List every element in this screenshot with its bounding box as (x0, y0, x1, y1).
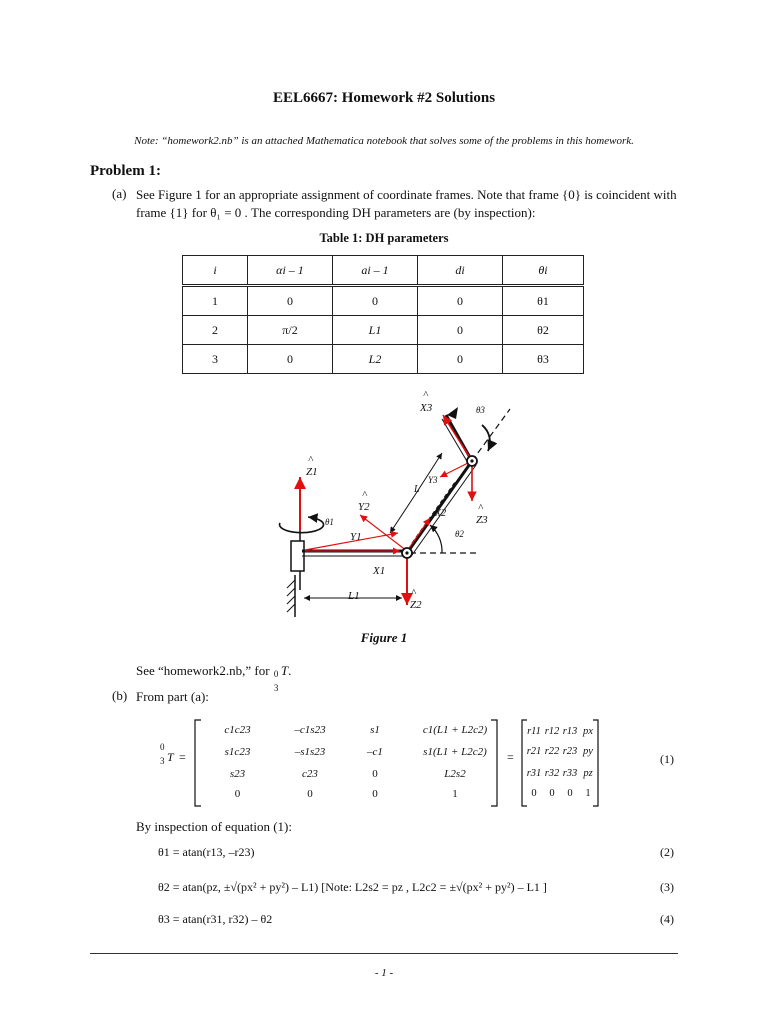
page-number: - 1 - (374, 967, 394, 979)
label-y2: Y2 (358, 501, 370, 513)
matrix-cell: s23 (229, 768, 246, 780)
table-cell: 0 (333, 286, 418, 316)
r-cell: r12 (544, 726, 560, 737)
r-cell: r32 (544, 768, 560, 779)
r-cell: 0 (549, 788, 555, 799)
eq1-lhs (158, 742, 188, 778)
eq1-equals-right: = (507, 750, 514, 764)
eq4-number: (4) (660, 912, 674, 926)
eq2-text: θ1 = atan(r13, –r23) (158, 845, 255, 859)
matrix-cell: –c1s23 (294, 724, 326, 736)
label-z1: Z1 (306, 466, 318, 478)
r-cell: r13 (562, 726, 578, 737)
table-cell: L1 (333, 316, 418, 345)
table-cell: 1 (183, 286, 248, 316)
label-y1: Y1 (350, 531, 362, 543)
table-cell: 0 (418, 286, 503, 316)
matrix-cell: L2s2 (444, 768, 466, 780)
matrix-cell: c1c23 (224, 724, 251, 736)
matrix-cell: s1(L1 + L2c2) (423, 746, 487, 758)
r-cell: r11 (527, 726, 541, 737)
hat-y2: ^ (362, 489, 367, 501)
matrix-cell: 1 (452, 788, 458, 800)
eq3-text: θ2 = atan(pz, ±√(px² + py²) – L1) [Note: L2s2 = pz , L2c2 = ±√(px² + py²) – L1 ] (158, 880, 547, 894)
label-theta3: θ3 (476, 405, 485, 415)
table-cell: π/2 (248, 316, 333, 345)
hat-x3: ^ (423, 389, 428, 401)
see-sup: 0 (273, 669, 279, 679)
table-cell: θ3 (503, 345, 584, 374)
table-cell: 2 (183, 316, 248, 345)
eq1-matrix (200, 724, 500, 806)
table-caption: Table 1: DH parameters (319, 231, 449, 245)
col-header-i: i (183, 256, 248, 286)
matrix-cell: –s1s23 (294, 746, 326, 758)
label-x3: X3 (420, 402, 433, 414)
hat-z1: ^ (308, 454, 313, 466)
col-header-a: ai – 1 (333, 256, 418, 286)
note-text: Note: “homework2.nb” is an attached Mathematica notebook that solves some of the problems in this homework. (134, 135, 634, 147)
hat-z2: ^ (411, 587, 416, 599)
label-x2: X2 (435, 508, 447, 519)
col-header-d: di (418, 256, 503, 286)
r-cell: r23 (562, 746, 578, 757)
footer-divider (90, 953, 678, 954)
table-cell: L2 (333, 345, 418, 374)
label-x1: X1 (373, 565, 386, 577)
table-cell: θ1 (503, 286, 584, 316)
part-a-line1: See Figure 1 for an appropriate assignment of coordinate frames. Note that frame {0} is coincident with (136, 187, 677, 202)
eq3-number: (3) (660, 880, 674, 894)
matrix-cell: 0 (372, 768, 378, 780)
hat-z3: ^ (478, 502, 483, 514)
label-z2: Z2 (410, 599, 422, 611)
eq1-lhs-sub: 3 (160, 756, 165, 766)
matrix-cell: –c1 (367, 746, 383, 758)
see-t: T (280, 663, 289, 678)
part-a-label: (a) (112, 186, 127, 201)
label-l: L (414, 484, 420, 495)
page-title: EEL6667: Homework #2 Solutions (272, 90, 496, 106)
table-cell: 0 (248, 345, 333, 374)
eq4-text: θ3 = atan(r31, r32) – θ2 (158, 912, 273, 926)
r-cell: r31 (526, 768, 542, 779)
table-row (183, 316, 584, 345)
part-b-text: From part (a): (136, 689, 209, 704)
eq1-r-matrix (525, 726, 599, 806)
matrix-cell: s1c23 (224, 746, 251, 758)
table-row (183, 286, 584, 316)
robot-arm-figure (250, 385, 540, 625)
table-cell: θ2 (503, 316, 584, 345)
col-header-alpha: αi – 1 (248, 256, 333, 286)
matrix-cell: 0 (307, 788, 313, 800)
see-notebook-line: See “homework2.nb,” for 0 3 T. (136, 662, 291, 680)
label-theta1: θ1 (325, 517, 334, 527)
part-a-line2: frame {1} for θ₁ = 0 . The corresponding DH parameters are (by inspection): (136, 205, 536, 220)
r-cell: r21 (526, 746, 542, 757)
label-z3: Z3 (476, 514, 488, 526)
table-row (183, 345, 584, 374)
table-cell: 3 (183, 345, 248, 374)
r-cell: 1 (585, 788, 591, 799)
table-cell: 0 (418, 316, 503, 345)
label-theta2: θ2 (455, 529, 464, 539)
matrix-cell: 0 (372, 788, 378, 800)
r-cell: 0 (531, 788, 537, 799)
label-y3: Y3 (428, 475, 438, 485)
r-cell: py (583, 746, 593, 757)
table-header-row (183, 256, 584, 286)
see-sub: 3 (273, 683, 279, 693)
eq1-number: (1) (660, 752, 674, 766)
dh-parameter-table (182, 255, 584, 374)
matrix-cell: 0 (234, 788, 241, 800)
eq2-number: (2) (660, 845, 674, 859)
r-cell: px (583, 726, 593, 737)
figure-caption: Figure 1 (360, 630, 408, 645)
part-b-label: (b) (112, 688, 128, 703)
inspection-text: By inspection of equation (1): (136, 819, 292, 834)
problem-heading: Problem 1: (90, 163, 161, 179)
r-cell: r22 (544, 746, 560, 757)
eq1-lhs-t: T (167, 750, 174, 764)
table-cell: 0 (248, 286, 333, 316)
r-cell: r33 (562, 768, 578, 779)
col-header-theta: θi (503, 256, 584, 286)
matrix-cell: c23 (302, 768, 318, 780)
matrix-cell: c1(L1 + L2c2) (422, 724, 488, 736)
table-cell: 0 (418, 345, 503, 374)
matrix-cell: s1 (370, 724, 380, 736)
r-cell: 0 (567, 788, 573, 799)
eq1-equals-left: = (179, 750, 186, 764)
label-l1: L1 (348, 590, 360, 602)
see-text: See “homework2.nb,” for (136, 663, 273, 678)
eq1-lhs-sup: 0 (160, 742, 165, 752)
r-cell: pz (583, 768, 593, 779)
